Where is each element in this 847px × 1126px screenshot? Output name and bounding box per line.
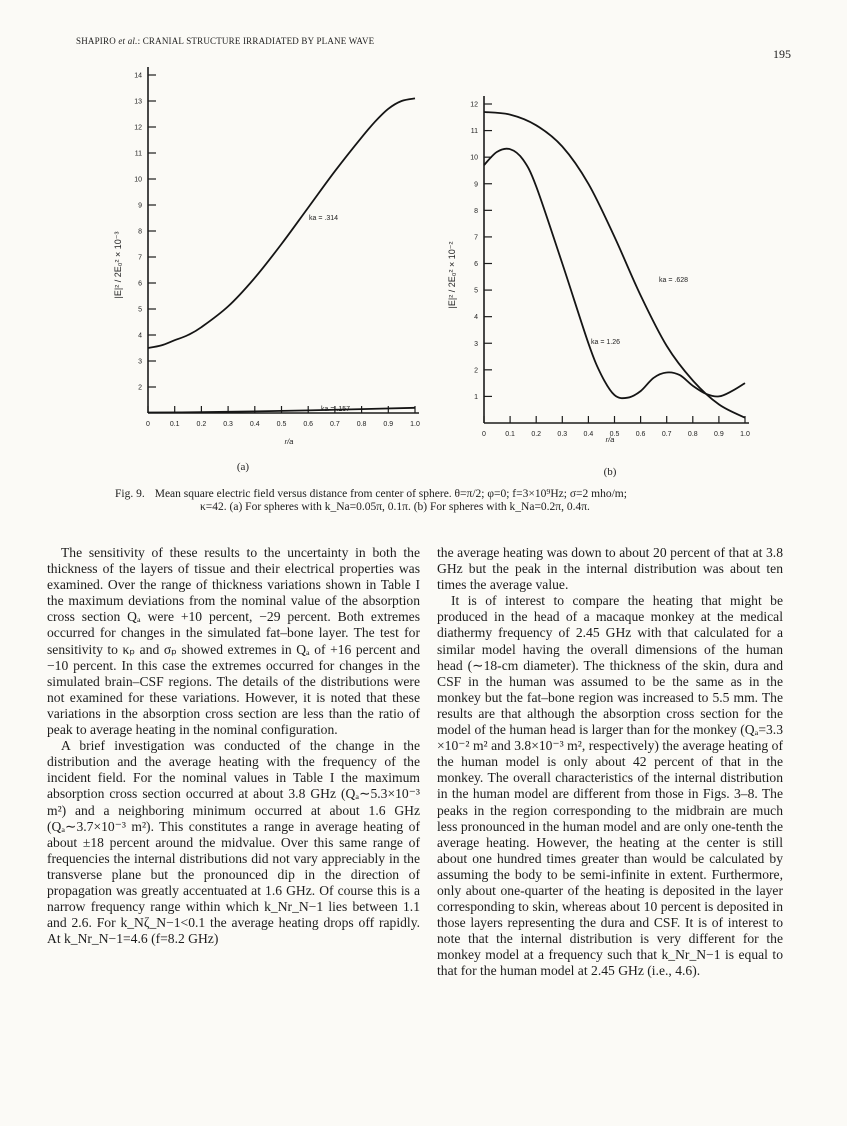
x-tick-label: 0.8	[356, 421, 367, 428]
y-tick-label: 2	[474, 367, 478, 375]
series-label: ka = .157	[321, 406, 350, 413]
x-axis-label: r/a	[284, 437, 294, 446]
y-tick-label: 11	[470, 128, 478, 136]
y-tick-label: 6	[474, 261, 478, 268]
y-tick-label: 4	[138, 332, 142, 340]
x-tick-label: 0	[482, 431, 486, 438]
y-tick-label: 9	[138, 202, 142, 210]
series-line	[148, 98, 415, 348]
y-tick-label: 3	[474, 340, 478, 348]
y-tick-label: 8	[138, 228, 142, 236]
x-tick-label: 0.3	[223, 421, 233, 428]
figure-caption	[115, 488, 740, 514]
x-axis-label: r/a	[605, 435, 615, 444]
x-tick-label: 1.0	[740, 431, 750, 438]
y-tick-label: 5	[138, 306, 142, 314]
y-tick-label: 14	[134, 72, 142, 80]
y-tick-label: 11	[134, 150, 142, 158]
chart-a	[95, 60, 440, 480]
y-tick-label: 7	[138, 254, 142, 262]
chart-b	[435, 85, 780, 480]
y-tick-label: 5	[474, 287, 478, 295]
y-tick-label: 1	[474, 393, 478, 401]
x-tick-label: 0.6	[303, 421, 314, 428]
x-tick-label: 0.3	[557, 431, 568, 438]
caption-line-1: Mean square electric field versus distance from center of sphere. θ=π/2; φ=0; f=3×10⁹Hz; σ=2 mho/m;	[154, 488, 627, 500]
paragraph: A brief investigation was conducted of the change in the distribution and the average heating with the frequency of the incident field. For the nominal values in Table I the maximum absorption cross section occurred at about 3.8 GHz (Qₐ∼5.3×10⁻³ m²) and a neighboring minimum occurred at about 1.6 GHz (Qₐ∼3.7×10⁻³ m²). This constitutes a range in average heating of about ±18 percent around the midvalue. Over this same range of frequencies the internal distributions did not vary appreciably in the transverse plane but the pronounced dip in the direction of propagation was greatly accentuated at 1.6 GHz. Of course this is a narrow frequency range within which k_Nr_N−1 lies between 1.1 and 2.6. For k_Nζ_N−1<0.1 the average heating drops off rapidly. At k_Nr_N−1=4.6 (f=8.2 GHz)	[47, 738, 420, 947]
x-tick-label: 0.7	[661, 431, 672, 438]
y-tick-label: 6	[138, 280, 142, 288]
x-tick-label: 0	[146, 421, 150, 428]
series-line	[484, 149, 745, 398]
y-tick-label: 10	[134, 176, 142, 184]
x-tick-label: 1.0	[410, 421, 420, 428]
y-axis-label: |E|² / 2E₀² × 10⁻²	[447, 241, 457, 309]
y-axis-label: |E|² / 2E₀² × 10⁻³	[113, 231, 123, 299]
panel-label: (a)	[236, 461, 250, 473]
y-tick-label: 2	[138, 384, 142, 392]
y-tick-label: 8	[474, 207, 478, 215]
x-tick-label: 0.4	[249, 421, 260, 428]
paragraph: It is of interest to compare the heating that might be produced in the head of a macaque monkey at the medical diathermy frequency of 2.45 GHz with that calculated for a similar model having the overall dimensions of the human head (∼18-cm diameter). The thickness of the skin, dura and CSF in the human was assumed to be the same as in the monkey but the fat–bone region was increased to 5.5 mm. The results are that although the absorption cross section for the model of the human head is larger than for the monkey (Qₐ=3.3 ×10⁻² m² and 3.8×10⁻³ m², respectively) the average heating of the human model is only about 42 percent of that in the monkey. The overall characteristics of the internal distribution in the human model are different from those in Figs. 3–8. The peaks in the region corresponding to the midbrain are much less pronounced in the human model and are only one-tenth the average heating. However, the heating at the center is still about one hundred times greater than would be calculated by assuming the body to be semi-infinite in extent. Furthermore, only about one-quarter of the heating is deposited in the layer corresponding to skin, whereas about 10 percent is deposited in those layers representing the dura and CSF. It is of interest to note that the internal distribution is very different for the monkey model at a frequency such that k_Nr_N−1 is equal to that for the human model at 2.45 GHz (i.e., 4.6).	[437, 593, 783, 979]
x-tick-label: 0.7	[330, 421, 340, 428]
y-tick-label: 13	[134, 98, 142, 106]
page-number: 195	[773, 47, 791, 61]
x-tick-label: 0.2	[531, 431, 542, 438]
series-label: ka = 1.26	[591, 339, 620, 346]
y-tick-label: 12	[470, 101, 478, 109]
caption-label: Fig. 9.	[115, 488, 145, 500]
paragraph: the average heating was down to about 20 percent of that at 3.8 GHz but the peak in the internal distribution was about ten times the average value.	[437, 545, 783, 593]
y-tick-label: 7	[474, 234, 478, 242]
y-tick-label: 12	[134, 124, 142, 132]
series-line	[484, 112, 745, 418]
y-tick-label: 3	[138, 358, 142, 366]
x-tick-label: 0.4	[583, 431, 594, 438]
x-tick-label: 0.5	[276, 421, 287, 428]
running-head: SHAPIRO et al.: CRANIAL STRUCTURE IRRADIATED BY PLANE WAVE	[76, 36, 375, 46]
x-tick-label: 0.9	[383, 421, 394, 428]
x-tick-label: 0.1	[169, 421, 180, 428]
paragraph: The sensitivity of these results to the uncertainty in both the thickness of the layers of tissue and their electrical properties was examined. Over the range of thickness variations shown in Table I the maximum deviations from the nominal value of the absorption cross section Qₐ were +10 percent, −29 percent. Both extremes occurred for changes in the simulated fat–bone layer. The test for sensitivity to κₚ and σₚ showed extremes in Qₐ of +16 percent and −10 percent. In this case the extremes occurred for changes in the simulated brain–CSF regions. The details of the distributions were not examined for these variations. However, it is noted that these variations in the absorption cross section are less than the ratio of peak to average heating in the nominal configuration.	[47, 545, 420, 738]
caption-line-2: κ=42. (a) For spheres with k_Na=0.05π, 0.1π. (b) For spheres with k_Na=0.2π, 0.4π.	[200, 501, 590, 513]
y-tick-label: 9	[474, 181, 478, 189]
body-column-right	[437, 545, 783, 980]
x-tick-label: 0.1	[505, 431, 515, 438]
body-column-left	[47, 545, 420, 947]
x-tick-label: 0.8	[687, 431, 698, 438]
panel-label: (b)	[603, 466, 617, 478]
x-tick-label: 0.5	[609, 431, 620, 438]
y-tick-label: 10	[470, 154, 478, 162]
x-tick-label: 0.2	[196, 421, 207, 428]
series-label: ka = .314	[309, 215, 338, 222]
x-tick-label: 0.9	[714, 431, 724, 438]
x-tick-label: 0.6	[635, 431, 646, 438]
y-tick-label: 4	[474, 314, 478, 322]
series-label: ka = .628	[659, 277, 688, 284]
